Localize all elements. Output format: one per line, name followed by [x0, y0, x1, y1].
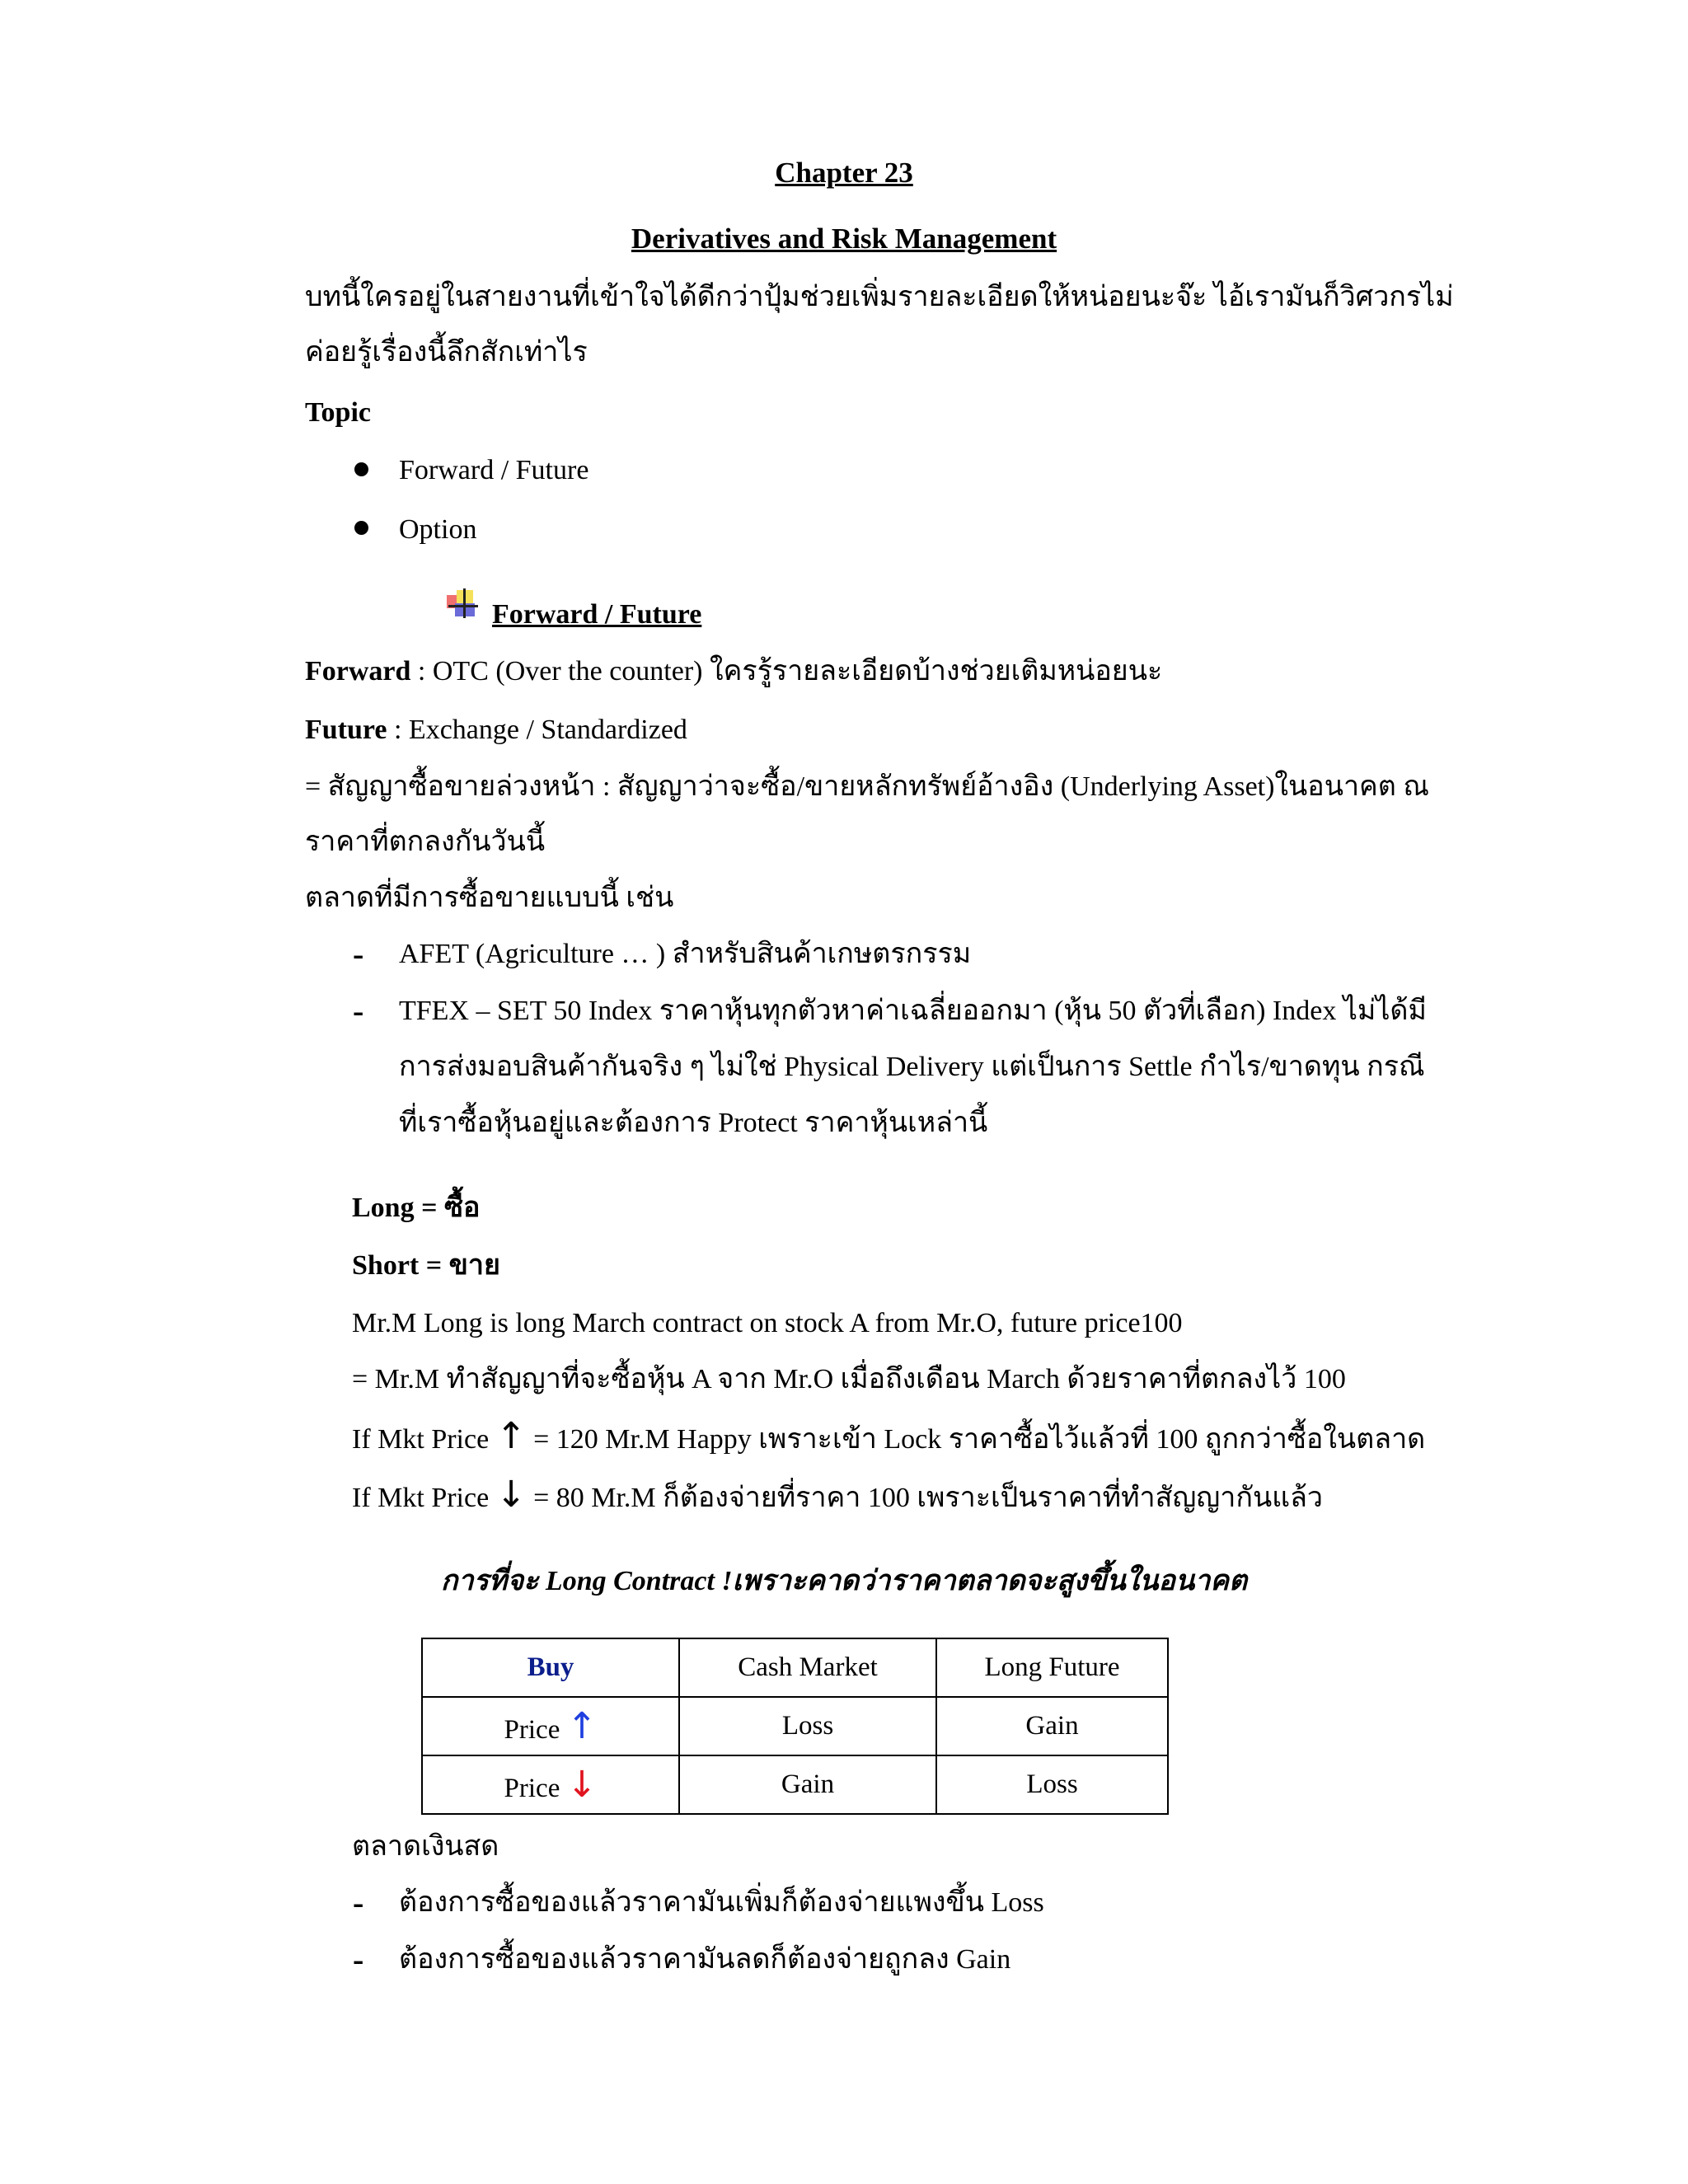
intro-line-2: ค่อยรู้เรื่องนี้ลึกสักเท่าไร	[305, 337, 588, 368]
definition-line-1: = สัญญาซื้อขายล่วงหน้า : สัญญาว่าจะซื้อ/ขายหลักทรัพย์อ้างอิง (Underlying Asset)ในอนาคต ณ	[305, 771, 1429, 802]
arrow-up-blue-icon: ↑	[566, 1705, 598, 1747]
future-text: : Exchange / Standardized	[387, 715, 687, 745]
price-up-prefix: If Mkt Price	[352, 1424, 496, 1455]
topic-label: Topic	[305, 397, 372, 428]
markets-intro: ตลาดที่มีการซื้อขายแบบนี้ เช่น	[305, 883, 674, 913]
bullet-icon	[354, 521, 368, 535]
document-title: Derivatives and Risk Management	[631, 223, 1057, 255]
market-item-afet: AFET (Agriculture … ) สำหรับสินค้าเกษตรกรรม	[399, 939, 972, 969]
example-line-2: = Mr.M ทำสัญญาที่จะซื้อหุ้น A จาก Mr.O เมื่อถึงเดือน March ด้วยราคาที่ตกลงไว้ 100	[352, 1364, 1346, 1394]
table-header-cash-market: Cash Market	[679, 1638, 936, 1697]
future-label: Future	[305, 715, 387, 745]
forward-line	[305, 653, 1162, 691]
arrow-up-icon: ↑	[495, 1415, 527, 1457]
arrow-down-icon: ↓	[495, 1474, 527, 1516]
definition-line-2: ราคาที่ตกลงกันวันนี้	[305, 827, 546, 857]
future-line	[305, 711, 687, 749]
forward-label: Forward	[305, 656, 411, 687]
table-row-label	[422, 1697, 679, 1755]
chapter-title: Chapter 23	[775, 157, 913, 189]
forward-text: : OTC (Over the counter) ใครรู้รายละเอียดบ้างช่วยเติมหน่อยนะ	[410, 656, 1163, 687]
arrow-down-red-icon: ↓	[566, 1764, 598, 1806]
example-line-1: Mr.M Long is long March contract on stock A from Mr.O, future price100	[352, 1308, 1183, 1338]
dash-bullet: -	[353, 1941, 364, 1978]
price-label: Price	[504, 1774, 560, 1803]
table-header-long-future: Long Future	[936, 1638, 1168, 1697]
price-down-prefix: If Mkt Price	[352, 1483, 496, 1513]
bullet-icon	[354, 462, 368, 476]
market-item-tfex-line-1: TFEX – SET 50 Index ราคาหุ้นทุกตัวหาค่าเฉลี่ยออกมา (หุ้น 50 ตัวที่เลือก) Index ไม่ได้มี	[399, 996, 1427, 1026]
buy-comparison-table	[421, 1638, 1169, 1815]
cash-market-label: ตลาดเงินสด	[352, 1831, 499, 1862]
table-row	[422, 1755, 1168, 1814]
dash-bullet: -	[353, 1884, 364, 1921]
four-squares-bullet-icon	[445, 587, 481, 620]
short-definition: Short = ขาย	[352, 1250, 500, 1281]
table-cell-cash: Gain	[679, 1755, 936, 1814]
dash-bullet: -	[353, 935, 364, 972]
table-header-buy: Buy	[422, 1638, 679, 1697]
section-heading: Forward / Future	[492, 599, 702, 630]
table-header-row	[422, 1638, 1168, 1697]
cash-item-1: ต้องการซื้อของแล้วราคามันเพิ่มก็ต้องจ่ายแพงขึ้น Loss	[399, 1887, 1044, 1918]
market-item-tfex-line-3: ที่เราซื้อหุ้นอยู่และต้องการ Protect ราคาหุ้นเหล่านี้	[399, 1108, 988, 1138]
price-label: Price	[504, 1715, 560, 1745]
price-up-line	[352, 1415, 1426, 1459]
price-up-text: = 120 Mr.M Happy เพราะเข้า Lock ราคาซื้อไว้แล้วที่ 100 ถูกกว่าซื้อในตลาด	[526, 1424, 1426, 1455]
topic-item-2: Option	[399, 514, 477, 545]
intro-line-1: บทนี้ใครอยู่ในสายงานที่เข้าใจได้ดีกว่าปุ้มช่วยเพิ่มรายละเอียดให้หน่อยนะจ๊ะ ไอ้เรามันก็วิศวกรไม่	[305, 282, 1454, 312]
price-down-line	[352, 1476, 1323, 1517]
price-down-text: = 80 Mr.M ก็ต้องจ่ายที่ราคา 100 เพราะเป็นราคาที่ทำสัญญากันแล้ว	[526, 1483, 1324, 1513]
long-definition: Long = ซื้อ	[352, 1193, 481, 1223]
table-cell-future: Loss	[936, 1755, 1168, 1814]
long-contract-heading: การที่จะ Long Contract !เพราะคาดว่าราคาตลาดจะสูงขึ้นในอนาคต	[440, 1566, 1248, 1596]
table-row	[422, 1697, 1168, 1755]
cash-item-2: ต้องการซื้อของแล้วราคามันลดก็ต้องจ่ายถูกลง Gain	[399, 1944, 1011, 1975]
market-item-tfex-line-2: การส่งมอบสินค้ากันจริง ๆ ไม่ใช่ Physical Delivery แต่เป็นการ Settle กำไร/ขาดทุน กรณี	[399, 1052, 1425, 1082]
dash-bullet: -	[353, 992, 364, 1029]
table-cell-future: Gain	[936, 1697, 1168, 1755]
table-cell-cash: Loss	[679, 1697, 936, 1755]
table-row-label	[422, 1755, 679, 1814]
topic-item-1: Forward / Future	[399, 455, 589, 485]
